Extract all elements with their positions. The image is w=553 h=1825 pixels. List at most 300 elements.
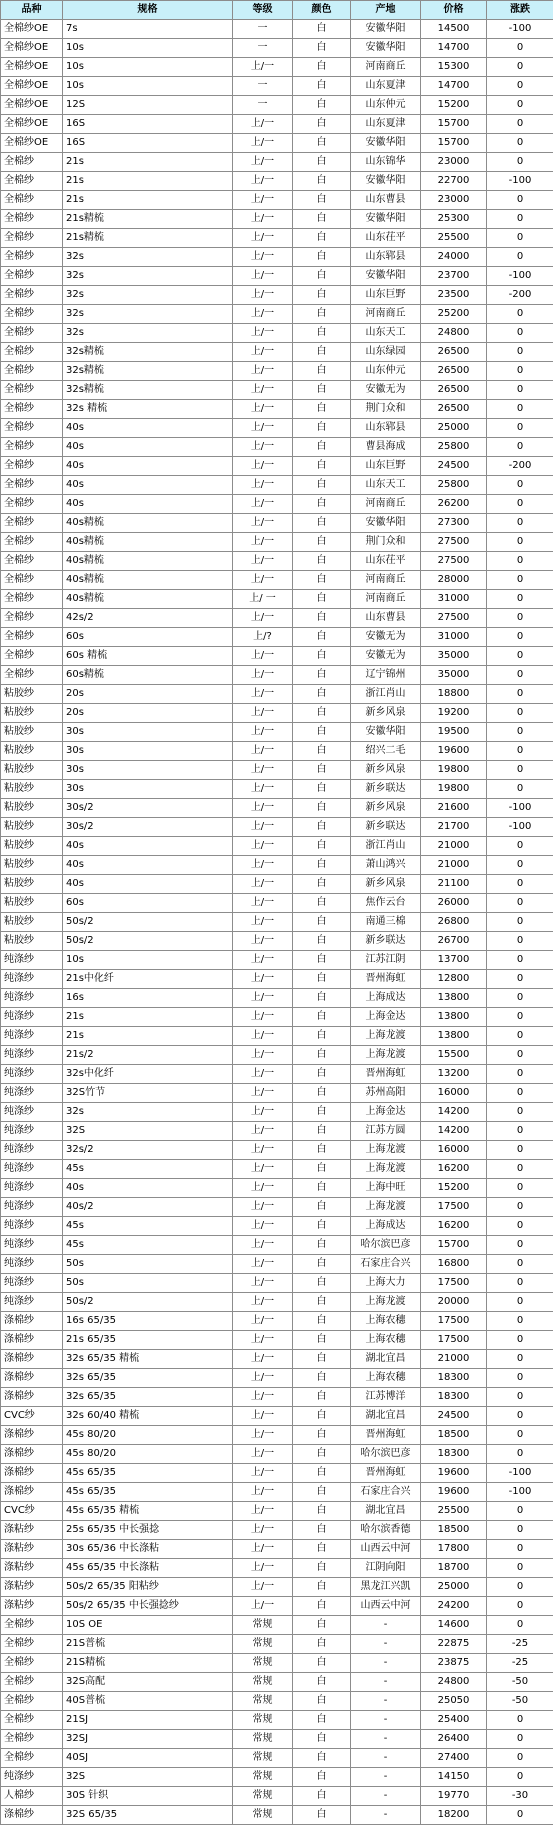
- cell-color: 白: [293, 1255, 351, 1274]
- header-row: [1, 1, 553, 20]
- cell-spec: 21s: [63, 1027, 233, 1046]
- table-row: [1, 286, 553, 305]
- cell-color: 白: [293, 1635, 351, 1654]
- cell-variety: 全棉纱: [1, 1635, 63, 1654]
- cell-grade: 常规: [233, 1768, 293, 1787]
- table-row: [1, 1008, 553, 1027]
- cell-price: 26800: [421, 913, 487, 932]
- cell-grade: 上/一: [233, 1350, 293, 1369]
- cell-grade: 常规: [233, 1616, 293, 1635]
- cell-grade: 上/一: [233, 1521, 293, 1540]
- cell-price: 24800: [421, 324, 487, 343]
- cell-origin: 江阴向阳: [351, 1559, 421, 1578]
- cell-change: 0: [487, 1616, 553, 1635]
- cell-change: 0: [487, 1426, 553, 1445]
- cell-change: 0: [487, 780, 553, 799]
- cell-spec: 20s: [63, 704, 233, 723]
- cell-variety: 全棉纱: [1, 1616, 63, 1635]
- cell-color: 白: [293, 1654, 351, 1673]
- cell-color: 白: [293, 1236, 351, 1255]
- cell-origin: 上海成达: [351, 1217, 421, 1236]
- cell-spec: 32S竹节: [63, 1084, 233, 1103]
- cell-price: 25050: [421, 1692, 487, 1711]
- cell-price: 31000: [421, 628, 487, 647]
- cell-grade: 上/一: [233, 533, 293, 552]
- cell-spec: 45s: [63, 1160, 233, 1179]
- cell-grade: 常规: [233, 1673, 293, 1692]
- cell-price: 24800: [421, 1673, 487, 1692]
- table-row: [1, 1122, 553, 1141]
- table-row: [1, 932, 553, 951]
- cell-spec: 10s: [63, 951, 233, 970]
- table-row: [1, 153, 553, 172]
- cell-variety: 涤粘纱: [1, 1559, 63, 1578]
- cell-price: 25500: [421, 229, 487, 248]
- cell-spec: 40s: [63, 457, 233, 476]
- table-row: [1, 172, 553, 191]
- cell-price: 18300: [421, 1369, 487, 1388]
- cell-origin: 山东茌平: [351, 552, 421, 571]
- cell-color: 白: [293, 476, 351, 495]
- cell-variety: 涤棉纱: [1, 1388, 63, 1407]
- cell-variety: 纯涤纱: [1, 1768, 63, 1787]
- cell-spec: 32s精梳: [63, 362, 233, 381]
- table-row: [1, 191, 553, 210]
- table-row: [1, 1502, 553, 1521]
- cell-spec: 21s: [63, 153, 233, 172]
- cell-grade: 上/一: [233, 58, 293, 77]
- cell-variety: 全棉纱: [1, 1673, 63, 1692]
- table-row: [1, 856, 553, 875]
- cell-color: 白: [293, 1445, 351, 1464]
- table-row: [1, 989, 553, 1008]
- cell-variety: 全棉纱: [1, 647, 63, 666]
- cell-change: 0: [487, 1160, 553, 1179]
- cell-spec: 30s/2: [63, 799, 233, 818]
- cell-variety: 全棉纱: [1, 628, 63, 647]
- cell-change: 0: [487, 1084, 553, 1103]
- table-row: [1, 970, 553, 989]
- cell-color: 白: [293, 210, 351, 229]
- table-row: [1, 1768, 553, 1787]
- cell-variety: 纯涤纱: [1, 1293, 63, 1312]
- cell-variety: 涤棉纱: [1, 1464, 63, 1483]
- cell-grade: 上/一: [233, 1141, 293, 1160]
- cell-spec: 50s: [63, 1274, 233, 1293]
- cell-grade: 上/一: [233, 609, 293, 628]
- cell-price: 15200: [421, 1179, 487, 1198]
- cell-origin: 上海农穗: [351, 1331, 421, 1350]
- cell-price: 23700: [421, 267, 487, 286]
- cell-grade: 一: [233, 96, 293, 115]
- cell-spec: 21s: [63, 172, 233, 191]
- cell-color: 白: [293, 1046, 351, 1065]
- header-change: 涨跌: [487, 1, 553, 20]
- cell-change: 0: [487, 476, 553, 495]
- table-row: [1, 438, 553, 457]
- table-row: [1, 419, 553, 438]
- cell-spec: 40s精梳: [63, 533, 233, 552]
- cell-variety: 全棉纱: [1, 362, 63, 381]
- cell-variety: 涤棉纱: [1, 1312, 63, 1331]
- cell-price: 28000: [421, 571, 487, 590]
- cell-price: 19500: [421, 723, 487, 742]
- cell-grade: 上/?: [233, 628, 293, 647]
- cell-spec: 30s 65/36 中长涤粘: [63, 1540, 233, 1559]
- table-row: [1, 590, 553, 609]
- cell-color: 白: [293, 305, 351, 324]
- cell-color: 白: [293, 324, 351, 343]
- cell-price: 14700: [421, 39, 487, 58]
- table-row: [1, 1293, 553, 1312]
- cell-color: 白: [293, 419, 351, 438]
- cell-origin: 江苏方圆: [351, 1122, 421, 1141]
- cell-grade: 上/一: [233, 400, 293, 419]
- cell-variety: 全棉纱: [1, 400, 63, 419]
- cell-spec: 21s: [63, 191, 233, 210]
- cell-price: 18500: [421, 1521, 487, 1540]
- cell-grade: 上/一: [233, 153, 293, 172]
- cell-spec: 32s: [63, 324, 233, 343]
- cell-grade: 上/一: [233, 1388, 293, 1407]
- cell-origin: 新乡联达: [351, 932, 421, 951]
- cell-variety: 全棉纱OE: [1, 58, 63, 77]
- cell-price: 12800: [421, 970, 487, 989]
- cell-price: 17500: [421, 1198, 487, 1217]
- cell-color: 白: [293, 1711, 351, 1730]
- cell-spec: 45s 65/35: [63, 1464, 233, 1483]
- cell-origin: 上海金达: [351, 1103, 421, 1122]
- cell-color: 白: [293, 1768, 351, 1787]
- cell-grade: 上/一: [233, 1293, 293, 1312]
- cell-origin: 安徽华阳: [351, 514, 421, 533]
- cell-grade: 上/一: [233, 1540, 293, 1559]
- cell-origin: 荆门众和: [351, 533, 421, 552]
- cell-spec: 21S普梳: [63, 1635, 233, 1654]
- cell-spec: 7s: [63, 20, 233, 39]
- cell-origin: 安徽无为: [351, 647, 421, 666]
- cell-change: 0: [487, 1065, 553, 1084]
- cell-variety: 全棉纱: [1, 153, 63, 172]
- table-row: [1, 324, 553, 343]
- cell-origin: 河南商丘: [351, 495, 421, 514]
- cell-color: 白: [293, 704, 351, 723]
- cell-variety: 涤棉纱: [1, 1806, 63, 1825]
- cell-price: 25400: [421, 1711, 487, 1730]
- cell-grade: 上/一: [233, 476, 293, 495]
- cell-grade: 上/一: [233, 1502, 293, 1521]
- header-price: 价格: [421, 1, 487, 20]
- cell-origin: 山东郓县: [351, 248, 421, 267]
- cell-variety: 纯涤纱: [1, 1236, 63, 1255]
- cell-spec: 32s: [63, 267, 233, 286]
- cell-price: 23875: [421, 1654, 487, 1673]
- table-row: [1, 115, 553, 134]
- cell-price: 21600: [421, 799, 487, 818]
- cell-price: 19200: [421, 704, 487, 723]
- cell-origin: 上海大力: [351, 1274, 421, 1293]
- header-color: 颜色: [293, 1, 351, 20]
- cell-color: 白: [293, 1787, 351, 1806]
- cell-price: 14200: [421, 1103, 487, 1122]
- cell-grade: 上/一: [233, 894, 293, 913]
- cell-change: 0: [487, 1749, 553, 1768]
- cell-origin: 湖北宜昌: [351, 1502, 421, 1521]
- cell-variety: 全棉纱: [1, 305, 63, 324]
- cell-grade: 上/一: [233, 134, 293, 153]
- cell-origin: 山西云中河: [351, 1540, 421, 1559]
- cell-grade: 上/一: [233, 571, 293, 590]
- cell-grade: 上/一: [233, 1084, 293, 1103]
- cell-grade: 上/ 一: [233, 590, 293, 609]
- cell-variety: 涤粘纱: [1, 1540, 63, 1559]
- cell-variety: 纯涤纱: [1, 1122, 63, 1141]
- cell-color: 白: [293, 1540, 351, 1559]
- cell-origin: 石家庄合兴: [351, 1483, 421, 1502]
- cell-price: 18300: [421, 1388, 487, 1407]
- cell-price: 26500: [421, 362, 487, 381]
- cell-spec: 32s: [63, 1103, 233, 1122]
- cell-origin: 哈尔滨巴彦: [351, 1445, 421, 1464]
- cell-origin: 山东夏津: [351, 115, 421, 134]
- table-row: [1, 837, 553, 856]
- cell-color: 白: [293, 153, 351, 172]
- cell-change: 0: [487, 324, 553, 343]
- cell-variety: 粘胶纱: [1, 685, 63, 704]
- cell-grade: 上/一: [233, 1483, 293, 1502]
- cell-price: 15200: [421, 96, 487, 115]
- cell-origin: 上海成达: [351, 989, 421, 1008]
- cell-color: 白: [293, 1464, 351, 1483]
- cell-grade: 上/一: [233, 1255, 293, 1274]
- cell-color: 白: [293, 837, 351, 856]
- cell-grade: 上/一: [233, 837, 293, 856]
- cell-price: 22875: [421, 1635, 487, 1654]
- cell-origin: 安徽华阳: [351, 267, 421, 286]
- cell-variety: 纯涤纱: [1, 1160, 63, 1179]
- cell-change: 0: [487, 533, 553, 552]
- cell-grade: 上/一: [233, 115, 293, 134]
- cell-origin: 河南商丘: [351, 571, 421, 590]
- cell-price: 24500: [421, 457, 487, 476]
- cell-origin: 河南商丘: [351, 58, 421, 77]
- cell-variety: 纯涤纱: [1, 1274, 63, 1293]
- cell-color: 白: [293, 1350, 351, 1369]
- cell-change: -100: [487, 20, 553, 39]
- cell-price: 25200: [421, 305, 487, 324]
- cell-variety: 全棉纱OE: [1, 115, 63, 134]
- cell-price: 18800: [421, 685, 487, 704]
- cell-origin: 山东仲元: [351, 362, 421, 381]
- cell-price: 35000: [421, 666, 487, 685]
- cell-color: 白: [293, 267, 351, 286]
- cell-origin: 萧山鸿兴: [351, 856, 421, 875]
- cell-price: 19600: [421, 1464, 487, 1483]
- cell-grade: 上/一: [233, 1217, 293, 1236]
- cell-grade: 上/一: [233, 305, 293, 324]
- cell-color: 白: [293, 1673, 351, 1692]
- cell-variety: 全棉纱OE: [1, 20, 63, 39]
- cell-price: 15700: [421, 134, 487, 153]
- cell-variety: 全棉纱OE: [1, 134, 63, 153]
- cell-grade: 上/一: [233, 1103, 293, 1122]
- cell-origin: 山东茌平: [351, 229, 421, 248]
- table-row: [1, 685, 553, 704]
- cell-spec: 32s 65/35: [63, 1388, 233, 1407]
- cell-change: 0: [487, 153, 553, 172]
- cell-price: 23000: [421, 153, 487, 172]
- cell-origin: 绍兴二毛: [351, 742, 421, 761]
- table-row: [1, 248, 553, 267]
- cell-change: 0: [487, 932, 553, 951]
- cell-spec: 32s 65/35 精梳: [63, 1350, 233, 1369]
- cell-color: 白: [293, 1407, 351, 1426]
- cell-spec: 21s精梳: [63, 229, 233, 248]
- cell-variety: 纯涤纱: [1, 1255, 63, 1274]
- cell-origin: 山东夏津: [351, 77, 421, 96]
- table-row: [1, 457, 553, 476]
- cell-price: 26500: [421, 381, 487, 400]
- cell-color: 白: [293, 1388, 351, 1407]
- cell-color: 白: [293, 1369, 351, 1388]
- cell-origin: 江苏博洋: [351, 1388, 421, 1407]
- table-row: [1, 1730, 553, 1749]
- table-row: [1, 305, 553, 324]
- cell-grade: 上/一: [233, 685, 293, 704]
- table-row: [1, 96, 553, 115]
- cell-variety: 全棉纱: [1, 495, 63, 514]
- cell-change: 0: [487, 381, 553, 400]
- cell-color: 白: [293, 932, 351, 951]
- cell-grade: 上/一: [233, 742, 293, 761]
- cell-spec: 50s/2: [63, 932, 233, 951]
- cell-origin: 哈尔滨巴彦: [351, 1236, 421, 1255]
- table-row: [1, 723, 553, 742]
- cell-grade: 上/一: [233, 1445, 293, 1464]
- cell-change: -50: [487, 1692, 553, 1711]
- table-row: [1, 1312, 553, 1331]
- cell-grade: 上/一: [233, 1008, 293, 1027]
- header-spec: 规格: [63, 1, 233, 20]
- cell-change: 0: [487, 609, 553, 628]
- cell-change: 0: [487, 1141, 553, 1160]
- cell-price: 26400: [421, 1730, 487, 1749]
- cell-spec: 10s: [63, 58, 233, 77]
- cell-color: 白: [293, 1274, 351, 1293]
- cell-spec: 40S普梳: [63, 1692, 233, 1711]
- cell-change: -25: [487, 1635, 553, 1654]
- cell-spec: 42s/2: [63, 609, 233, 628]
- cell-grade: 上/一: [233, 932, 293, 951]
- cell-price: 17500: [421, 1331, 487, 1350]
- cell-color: 白: [293, 1179, 351, 1198]
- cell-spec: 32s中化纤: [63, 1065, 233, 1084]
- cell-color: 白: [293, 1027, 351, 1046]
- cell-price: 13700: [421, 951, 487, 970]
- cell-spec: 16s: [63, 989, 233, 1008]
- table-row: [1, 1388, 553, 1407]
- table-row: [1, 913, 553, 932]
- cell-spec: 40s: [63, 1179, 233, 1198]
- cell-color: 白: [293, 856, 351, 875]
- cell-spec: 16S: [63, 134, 233, 153]
- cell-color: 白: [293, 115, 351, 134]
- table-row: [1, 1255, 553, 1274]
- cell-grade: 常规: [233, 1654, 293, 1673]
- cell-price: 23500: [421, 286, 487, 305]
- cell-spec: 10s: [63, 77, 233, 96]
- cell-change: 0: [487, 495, 553, 514]
- cell-change: 0: [487, 134, 553, 153]
- cell-change: 0: [487, 229, 553, 248]
- cell-variety: 粘胶纱: [1, 780, 63, 799]
- cell-price: 18200: [421, 1806, 487, 1825]
- cell-variety: 涤棉纱: [1, 1445, 63, 1464]
- cell-grade: 上/一: [233, 495, 293, 514]
- cell-spec: 32s: [63, 286, 233, 305]
- cell-variety: 粘胶纱: [1, 818, 63, 837]
- cell-color: 白: [293, 1502, 351, 1521]
- cell-grade: 上/一: [233, 457, 293, 476]
- cell-spec: 25s 65/35 中长强捻: [63, 1521, 233, 1540]
- cell-color: 白: [293, 248, 351, 267]
- cell-change: 0: [487, 1046, 553, 1065]
- cell-spec: 40s: [63, 419, 233, 438]
- cell-change: 0: [487, 1179, 553, 1198]
- cell-price: 14150: [421, 1768, 487, 1787]
- cell-change: 0: [487, 248, 553, 267]
- cell-price: 13200: [421, 1065, 487, 1084]
- cell-change: 0: [487, 1312, 553, 1331]
- cell-spec: 30S 针织: [63, 1787, 233, 1806]
- cell-price: 25300: [421, 210, 487, 229]
- cell-change: 0: [487, 362, 553, 381]
- cell-grade: 上/一: [233, 1065, 293, 1084]
- cell-origin: 浙江肖山: [351, 837, 421, 856]
- cell-change: 0: [487, 1369, 553, 1388]
- cell-color: 白: [293, 134, 351, 153]
- cell-grade: 上/一: [233, 1597, 293, 1616]
- cell-change: 0: [487, 1540, 553, 1559]
- cell-variety: 纯涤纱: [1, 1084, 63, 1103]
- cell-price: 25800: [421, 438, 487, 457]
- cell-change: 0: [487, 1597, 553, 1616]
- cell-origin: 安徽华阳: [351, 723, 421, 742]
- cell-price: 26200: [421, 495, 487, 514]
- cell-variety: 粘胶纱: [1, 932, 63, 951]
- table-row: [1, 894, 553, 913]
- table-row: [1, 799, 553, 818]
- cell-color: 白: [293, 1331, 351, 1350]
- cell-variety: 粘胶纱: [1, 799, 63, 818]
- table-row: [1, 381, 553, 400]
- cell-change: 0: [487, 1578, 553, 1597]
- cell-grade: 上/一: [233, 1198, 293, 1217]
- cell-origin: -: [351, 1654, 421, 1673]
- cell-change: 0: [487, 1274, 553, 1293]
- cell-grade: 上/一: [233, 799, 293, 818]
- table-row: [1, 1787, 553, 1806]
- table-row: [1, 1198, 553, 1217]
- cell-origin: 山东曹县: [351, 191, 421, 210]
- cell-variety: 纯涤纱: [1, 951, 63, 970]
- cell-spec: 40s精梳: [63, 552, 233, 571]
- cell-spec: 21SJ: [63, 1711, 233, 1730]
- cell-origin: 荆门众和: [351, 400, 421, 419]
- cell-variety: 人棉纱: [1, 1787, 63, 1806]
- cell-grade: 上/一: [233, 267, 293, 286]
- table-row: [1, 1445, 553, 1464]
